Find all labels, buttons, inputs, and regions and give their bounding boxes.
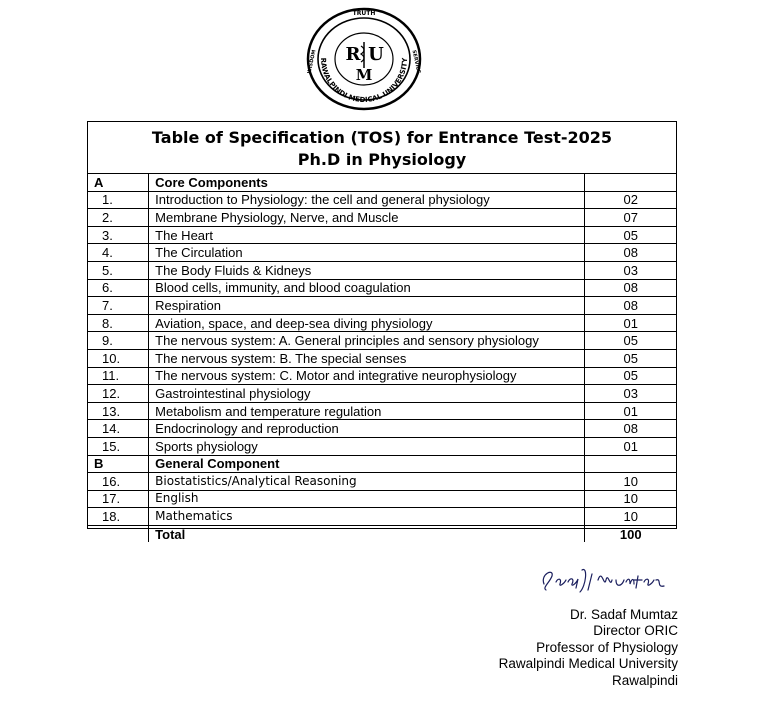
section-header-row (88, 174, 676, 191)
row-topic: The nervous system: C. Motor and integrative neurophysiology (149, 367, 585, 385)
handwritten-signature (538, 560, 678, 596)
table-row (88, 490, 676, 508)
signer-institution: Rawalpindi Medical University (498, 656, 678, 672)
seal-motto-top: TRUTH (352, 10, 376, 17)
seal-motto-right: SERVICE (410, 49, 422, 75)
table-row (88, 314, 676, 332)
table-row (88, 226, 676, 244)
row-topic: The Circulation (149, 244, 585, 262)
row-score: 01 (585, 314, 676, 332)
seal-letter-m: M (355, 66, 373, 84)
row-number: 10. (88, 349, 149, 367)
tos-subtitle: Ph.D in Physiology (297, 150, 467, 169)
row-number: 16. (88, 473, 149, 491)
row-topic: Membrane Physiology, Nerve, and Muscle (149, 209, 585, 227)
row-number: 2. (88, 209, 149, 227)
signer-block (499, 607, 678, 689)
row-topic: The Heart (149, 226, 585, 244)
row-topic: Aviation, space, and deep-sea diving physiology (149, 314, 585, 332)
section-letter: A (88, 174, 149, 191)
table-row (88, 508, 676, 526)
row-score: 05 (585, 332, 676, 350)
table-row (88, 420, 676, 438)
section-letter: B (88, 455, 149, 473)
table-row (88, 244, 676, 262)
row-score: 10 (585, 508, 676, 526)
seal-ring-text: RAWALPINDI MEDICAL UNIVERSITY (318, 57, 410, 105)
row-number: 1. (88, 191, 149, 209)
row-number: 11. (88, 367, 149, 385)
table-row (88, 297, 676, 315)
section-name: General Component (149, 455, 585, 473)
table-row (88, 191, 676, 209)
row-score: 08 (585, 279, 676, 297)
row-topic: Gastrointestinal physiology (149, 385, 585, 403)
signer-title-director: Director ORIC (593, 623, 678, 639)
row-number: 4. (88, 244, 149, 262)
row-topic: The Body Fluids & Kidneys (149, 261, 585, 279)
row-score: 10 (585, 473, 676, 491)
row-score: 10 (585, 490, 676, 508)
row-topic: Blood cells, immunity, and blood coagulation (149, 279, 585, 297)
row-number: 18. (88, 508, 149, 526)
table-row (88, 437, 676, 455)
tos-table-container (87, 121, 677, 542)
row-number: 5. (88, 261, 149, 279)
seal-letter-u: U (368, 44, 384, 65)
table-row (88, 279, 676, 297)
row-topic: The nervous system: A. General principles and sensory physiology (149, 332, 585, 350)
tos-title: Table of Specification (TOS) for Entrance Test-2025 (151, 128, 613, 147)
row-number: 8. (88, 314, 149, 332)
row-number: 17. (88, 490, 149, 508)
section-score-cell (585, 174, 676, 191)
total-row (88, 525, 676, 542)
signer-title-professor: Professor of Physiology (536, 639, 678, 655)
row-topic: Introduction to Physiology: the cell and general physiology (149, 191, 585, 209)
table-row (88, 332, 676, 350)
section-name: Core Components (149, 174, 585, 191)
row-number: 14. (88, 420, 149, 438)
row-score: 07 (585, 209, 676, 227)
row-score: 03 (585, 261, 676, 279)
row-score: 02 (585, 191, 676, 209)
row-number: 6. (88, 279, 149, 297)
row-score: 01 (585, 437, 676, 455)
section-header-row (88, 455, 676, 473)
row-number: 9. (88, 332, 149, 350)
row-number: 13. (88, 402, 149, 420)
table-row (88, 473, 676, 491)
tos-title-block (88, 122, 676, 174)
row-score: 01 (585, 402, 676, 420)
row-score: 05 (585, 226, 676, 244)
seal-letter-r: R (345, 44, 361, 65)
row-topic: Biostatistics/Analytical Reasoning (149, 473, 585, 491)
table-row (88, 349, 676, 367)
table-row (88, 385, 676, 403)
row-score: 08 (585, 297, 676, 315)
row-number: 3. (88, 226, 149, 244)
university-seal-logo (303, 6, 425, 112)
row-score: 05 (585, 349, 676, 367)
seal-motto-left: WISDOM (306, 49, 318, 75)
row-number: 15. (88, 437, 149, 455)
row-topic: The nervous system: B. The special senses (149, 349, 585, 367)
total-empty-cell (88, 525, 149, 542)
row-topic: Endocrinology and reproduction (149, 420, 585, 438)
row-number: 7. (88, 297, 149, 315)
table-row (88, 261, 676, 279)
row-score: 08 (585, 244, 676, 262)
row-topic: Sports physiology (149, 437, 585, 455)
signer-name: Dr. Sadaf Mumtaz (569, 607, 678, 622)
row-topic: Mathematics (149, 508, 585, 526)
signer-city: Rawalpindi (611, 672, 678, 688)
table-row (88, 209, 676, 227)
total-label: Total (149, 525, 585, 542)
tos-table (88, 174, 676, 542)
table-row (88, 402, 676, 420)
section-score-cell (585, 455, 676, 473)
row-score: 03 (585, 385, 676, 403)
row-topic: Metabolism and temperature regulation (149, 402, 585, 420)
row-topic: English (149, 490, 585, 508)
row-number: 12. (88, 385, 149, 403)
table-row (88, 367, 676, 385)
row-score: 05 (585, 367, 676, 385)
total-value: 100 (585, 525, 676, 542)
row-score: 08 (585, 420, 676, 438)
row-topic: Respiration (149, 297, 585, 315)
